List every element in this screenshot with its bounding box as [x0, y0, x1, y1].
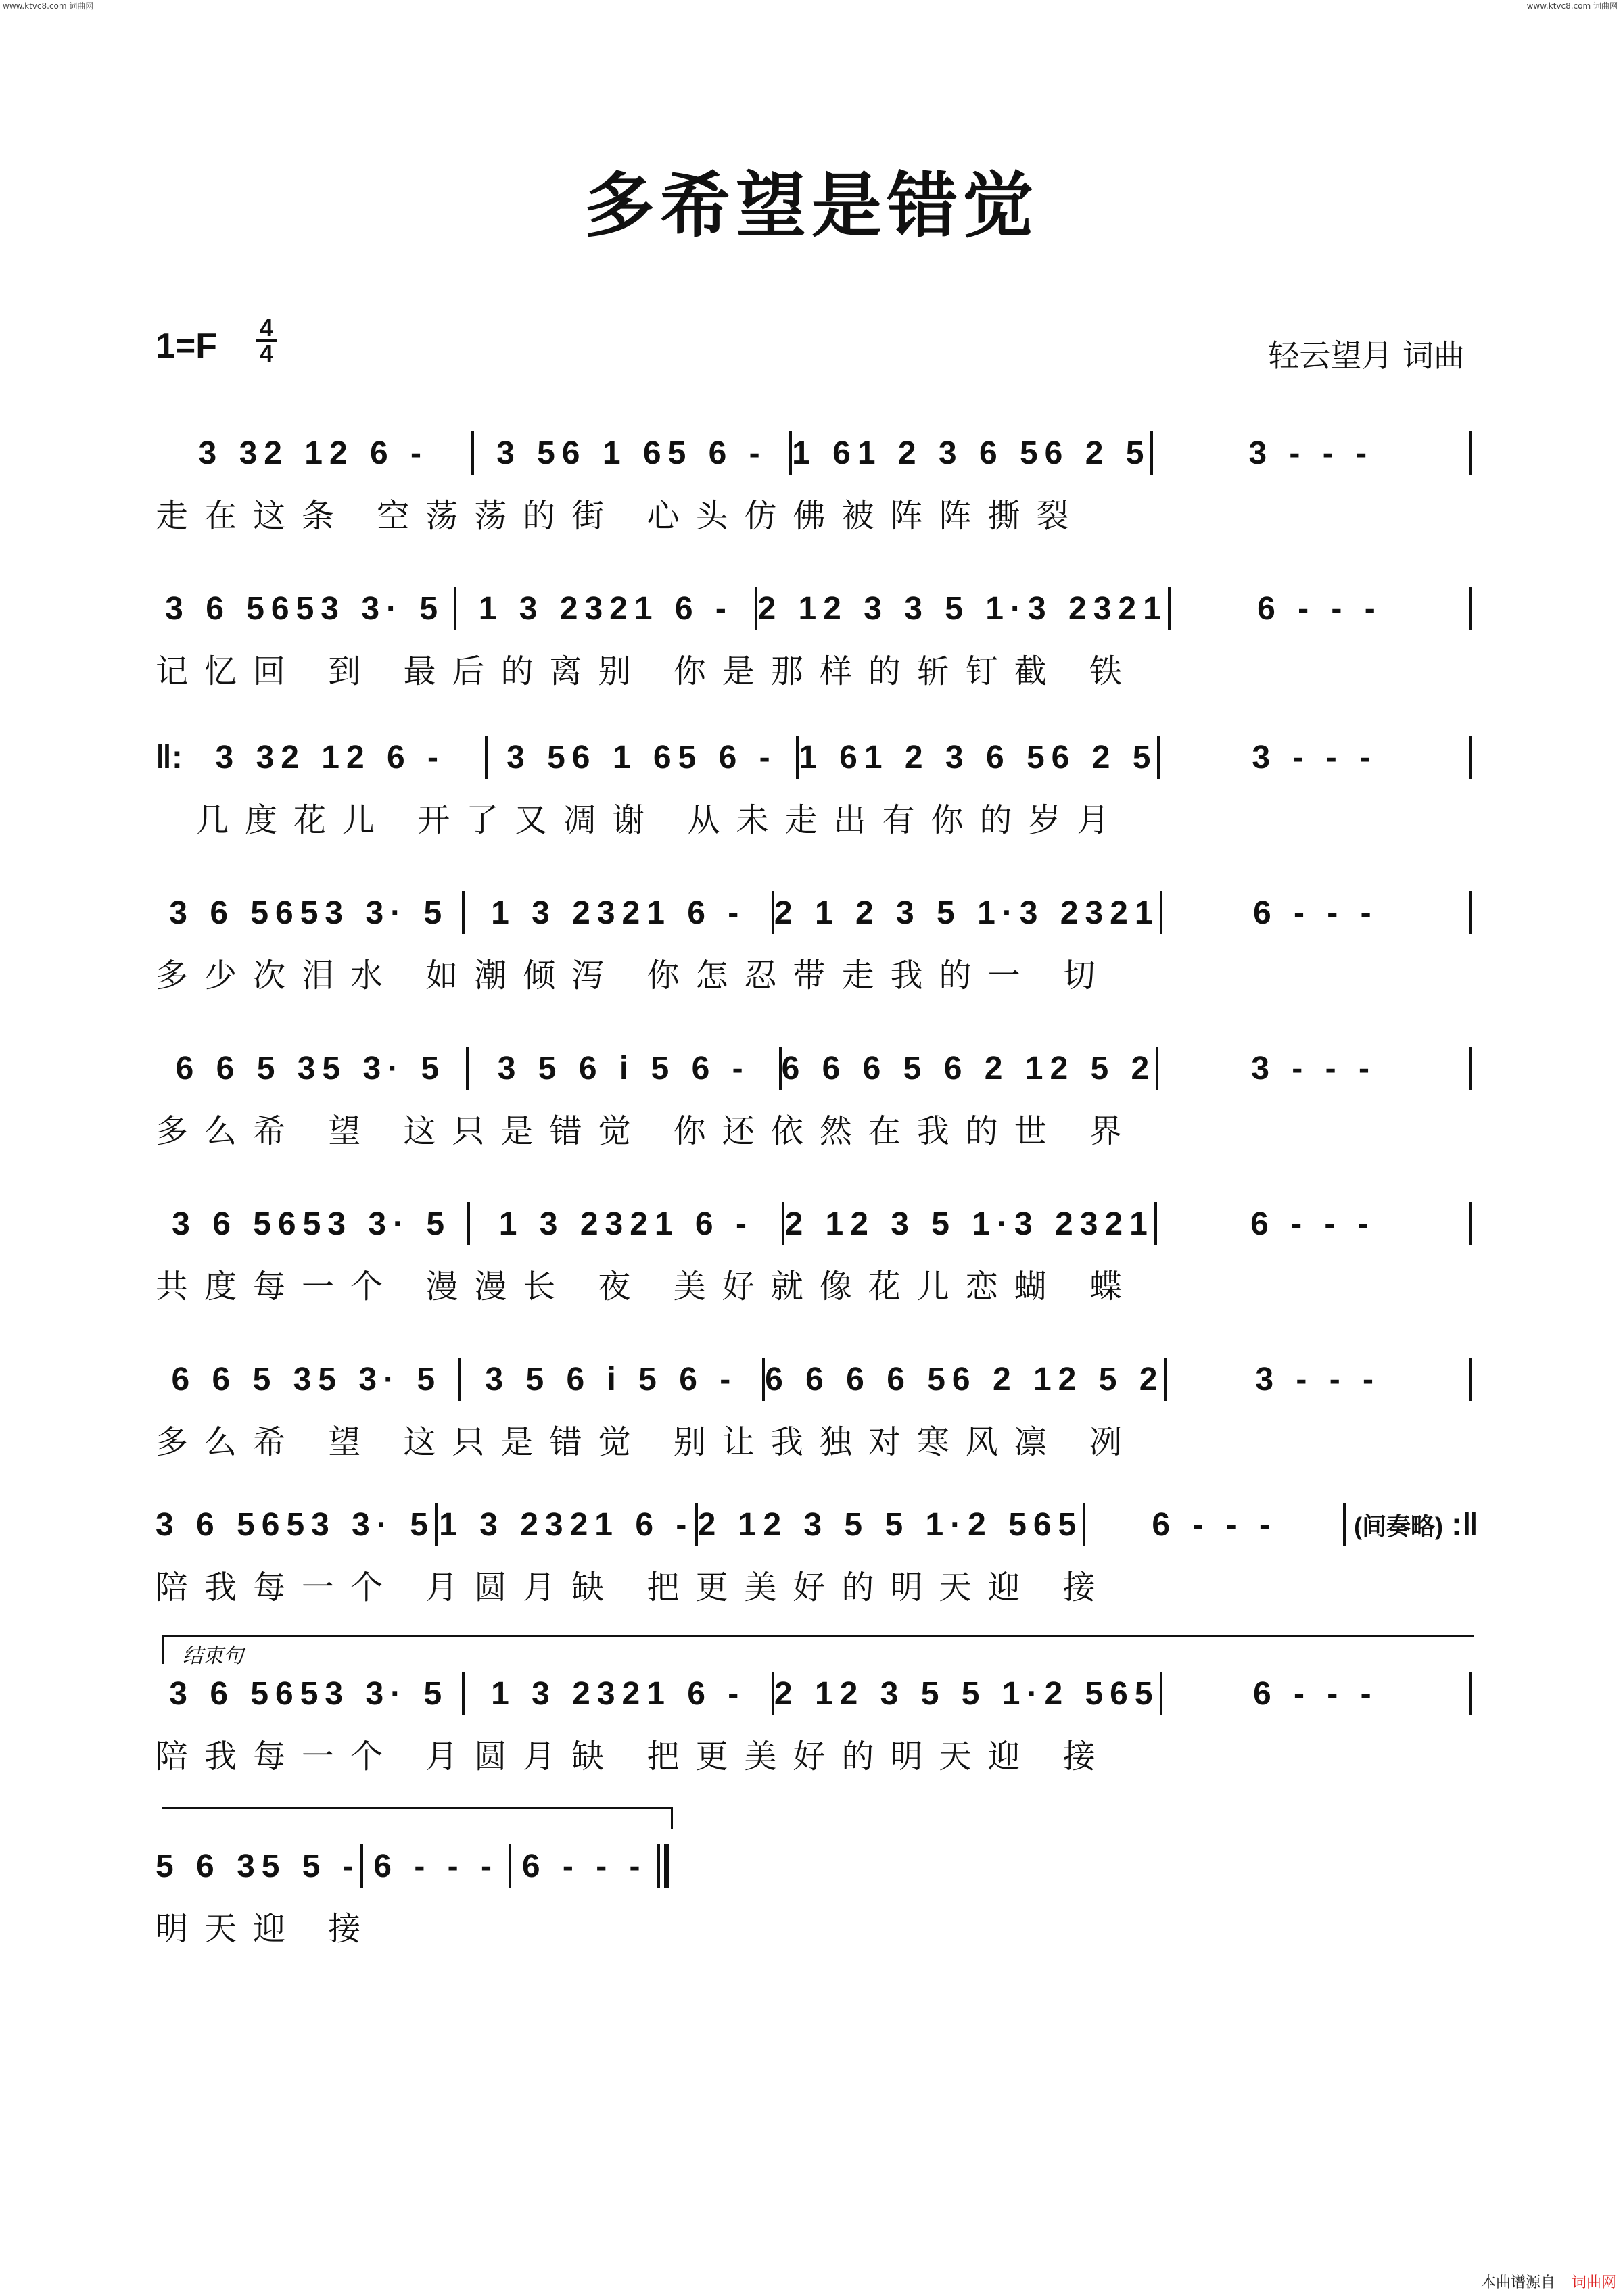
notation-line [156, 1498, 1478, 1552]
coda-label: 结束句 [183, 1644, 243, 1668]
measure: 3 - - - [1251, 1050, 1376, 1086]
notation-line [156, 1667, 1472, 1721]
music-system-2 [156, 581, 1472, 692]
notation-line [156, 1041, 1472, 1095]
measure: 2 12 3 5 5 1·2 565 [774, 1675, 1160, 1712]
measure: 2 1 2 3 5 1·3 2321 [774, 894, 1160, 931]
lyrics-line: 明天迎 接 [156, 1910, 377, 1948]
measure: 1 3 2321 6 - [439, 1506, 694, 1543]
notation-line [156, 1197, 1472, 1251]
measure: 6 6 5 35 3· 5 [175, 1050, 446, 1086]
lyrics-line: 多么希 望 这只是错觉 你还依然在我的世 界 [156, 1112, 1139, 1150]
measure: 3 56 1 65 6 - [507, 739, 777, 775]
song-title: 多希望是错觉 [584, 164, 1039, 247]
measure: 2 12 3 5 1·3 2321 [784, 1205, 1154, 1242]
coda-bracket [162, 1635, 1474, 1664]
source-url-right: www.ktvc8.com 词曲网 [1526, 1, 1618, 11]
lyrics-line: 陪我每一个 月圆月缺 把更美好的明天迎 接 [156, 1569, 1112, 1606]
measure: 6 6 6 5 6 2 12 5 2 [781, 1050, 1156, 1086]
music-system-8 [156, 1498, 1478, 1608]
measure: 6 - - - [373, 1848, 498, 1884]
key-signature: 1=F [156, 327, 218, 366]
lyrics-line: 几度花儿 开了又凋谢 从未走出有你的岁月 [196, 801, 1126, 839]
composer-credit: 轻云望月 词曲 [1268, 337, 1465, 374]
repeat-start-sign: ‖: [156, 739, 183, 775]
measure: 1 61 2 3 6 56 2 5 [799, 739, 1158, 775]
measure: 3 - - - [1248, 435, 1374, 471]
measure: 3 6 5653 3· 5 [165, 590, 445, 627]
measure: 3 32 12 6 - [198, 435, 429, 471]
measure: 3 5 6 i 5 6 - [497, 1050, 750, 1086]
music-system-1 [156, 426, 1472, 536]
notation-line [156, 1839, 669, 1893]
measure: 6 6 6 6 56 2 12 5 2 [765, 1361, 1165, 1397]
measure: 6 - - - [1250, 1205, 1375, 1242]
measure: 6 - - - [1252, 1675, 1378, 1712]
lyrics-line: 走在这条 空荡荡的街 心头仿佛被阵阵撕裂 [156, 497, 1085, 535]
music-system-4 [156, 886, 1472, 996]
measure: 6 - - - [1152, 1506, 1277, 1543]
source-url-left: www.ktvc8.com 词曲网 [3, 1, 94, 11]
measure: 3 - - - [1252, 739, 1378, 775]
music-system-9 [156, 1667, 1472, 1777]
measure: 3 6 5653 3· 5 [169, 1675, 449, 1712]
footer-brand-text: 词曲网 [1571, 2274, 1616, 2291]
lyrics-line: 共度每一个 漫漫长 夜 美好就像花儿恋蝴 蝶 [156, 1268, 1139, 1306]
music-system-10 [156, 1839, 669, 1949]
measure: 1 61 2 3 6 56 2 5 [792, 435, 1151, 471]
measure: 2 12 3 5 5 1·2 565 [697, 1506, 1083, 1543]
notation-line [156, 886, 1472, 940]
measure: 3 5 6 i 5 6 - [485, 1361, 738, 1397]
final-barline [657, 1844, 669, 1888]
measure: 3 56 1 65 6 - [496, 435, 767, 471]
measure: 6 - - - [521, 1848, 647, 1884]
interlude-note: (间奏略) [1354, 1512, 1443, 1540]
coda-end-bracket [162, 1807, 673, 1829]
measure: 2 12 3 3 5 1·3 2321 [757, 590, 1168, 627]
measure: 6 - - - [1257, 590, 1382, 627]
repeat-end-sign: :‖ [1451, 1506, 1478, 1543]
measure: 1 3 2321 6 - [478, 590, 733, 627]
measure: 3 6 5653 3· 5 [169, 894, 449, 931]
lyrics-line: 记忆回 到 最后的离别 你是那样的斩钉截 铁 [156, 652, 1139, 690]
time-signature [254, 316, 279, 365]
notation-line [156, 730, 1472, 784]
measure: 1 3 2321 6 - [491, 894, 746, 931]
measure: 1 3 2321 6 - [498, 1205, 753, 1242]
music-system-3 [156, 730, 1472, 840]
measure: 3 32 12 6 - [215, 739, 446, 775]
measure: 5 6 35 5 - [156, 1848, 360, 1884]
measure: 6 6 5 35 3· 5 [171, 1361, 442, 1397]
footer-source-text: 本曲谱源自 [1480, 2274, 1555, 2291]
music-system-6 [156, 1197, 1472, 1307]
music-system-5 [156, 1041, 1472, 1151]
music-system-7 [156, 1352, 1472, 1462]
measure: 3 6 5653 3· 5 [172, 1205, 452, 1242]
notation-line [156, 1352, 1472, 1406]
measure: 6 - - - [1252, 894, 1378, 931]
notation-line [156, 426, 1472, 480]
measure: 3 6 5653 3· 5 [156, 1506, 435, 1543]
time-signature-top: 4 [259, 314, 274, 341]
lyrics-line: 多么希 望 这只是错觉 别让我独对寒风凛 冽 [156, 1423, 1139, 1461]
lyrics-line: 多少次泪水 如潮倾泻 你怎忍带走我的一 切 [156, 957, 1112, 995]
time-signature-bottom: 4 [259, 339, 274, 367]
measure: 1 3 2321 6 - [491, 1675, 746, 1712]
measure: 3 - - - [1255, 1361, 1381, 1397]
lyrics-line: 陪我每一个 月圆月缺 把更美好的明天迎 接 [156, 1738, 1112, 1775]
notation-line [156, 581, 1472, 636]
